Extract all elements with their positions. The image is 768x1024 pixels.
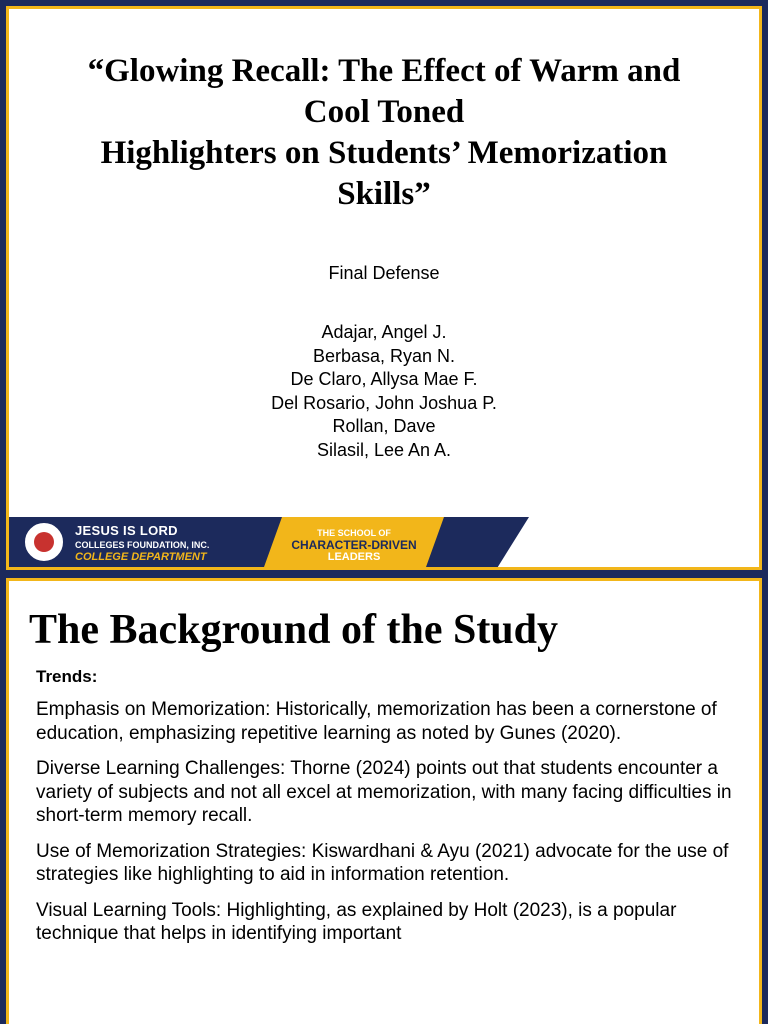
paragraph: Diverse Learning Challenges: Thorne (2024) points out that students encounter a variety of subjects and not all excel at memorization, with many facing difficulties in short-term memory recall. [36,758,732,826]
tagline-line: CHARACTER-DRIVEN [291,538,417,552]
author-name: Berbasa, Ryan N. [312,345,456,366]
org-name: JESUS IS LORD [75,523,178,538]
college-seal-logo [23,521,65,563]
author-name: Del Rosario, John Joshua P. [271,392,497,413]
slide-title: The Background of the Study [29,607,559,653]
paragraph: Use of Memorization Strategies: Kiswardhani & Ayu (2021) advocate for the use of strategies like highlighting to aid in information retention. [36,840,729,885]
author-name: Rollan, Dave [332,416,436,436]
paragraph-list [36,698,746,958]
tagline-line: THE SCHOOL OF [317,528,391,538]
title-slide [6,6,762,570]
author-name: De Claro, Allysa Mae F. [290,369,478,389]
footer-banner [9,517,759,567]
title-line: “Glowing Recall: The Effect of Warm and [87,53,681,89]
presentation-title [19,51,749,215]
background-slide [6,578,762,1024]
author-name: Adajar, Angel J. [321,322,447,342]
subtitle: Final Defense [328,263,440,283]
paragraph: Emphasis on Memorization: Historically, memorization has been a cornerstone of education, emphasizing repetitive learning as noted by Gunes (2020). [36,699,717,744]
author-name: Silasil, Lee An A. [316,439,452,460]
org-subname: COLLEGES FOUNDATION, INC. [75,540,210,550]
title-line: Highlighters on Students’ Memorization [100,135,668,171]
author-list [9,321,759,462]
title-line: Cool Toned [303,94,465,130]
title-line: Skills” [337,176,431,212]
paragraph: Visual Learning Tools: Highlighting, as explained by Holt (2023), is a popular technique that helps in identifying important [36,899,677,944]
tagline [279,527,429,563]
tagline-line: LEADERS [327,551,381,563]
trends-label: Trends: [36,667,98,686]
department-label: COLLEGE DEPARTMENT [75,551,207,563]
